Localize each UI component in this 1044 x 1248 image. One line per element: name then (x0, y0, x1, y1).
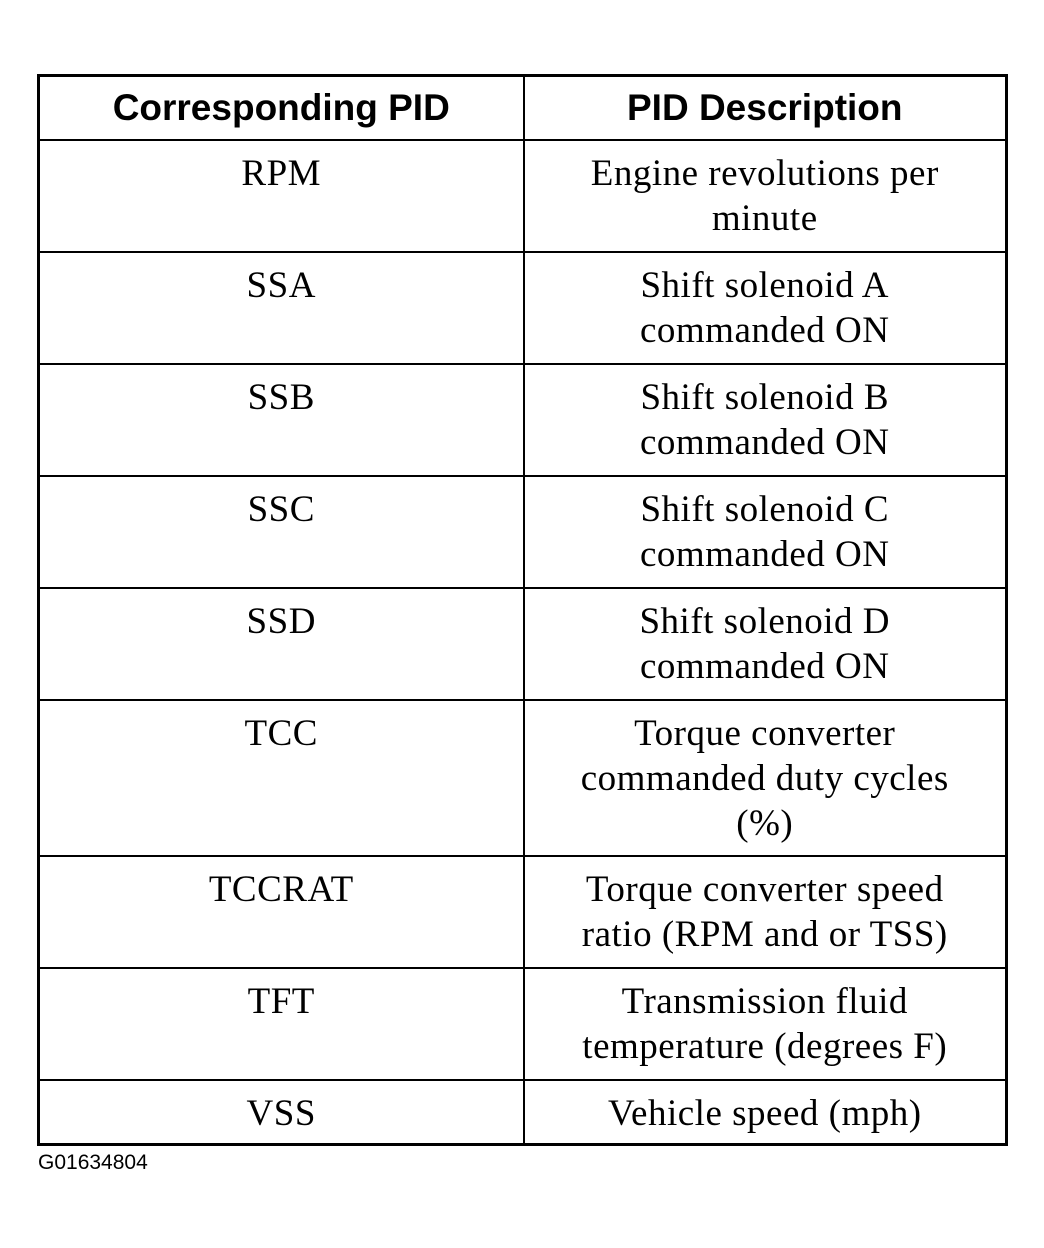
pid-cell: SSC (39, 476, 524, 588)
table-row (39, 364, 1007, 476)
pid-cell: VSS (39, 1080, 524, 1145)
header-row (39, 76, 1007, 141)
pid-cell: SSD (39, 588, 524, 700)
table-row (39, 588, 1007, 700)
pid-cell: SSA (39, 252, 524, 364)
description-cell: Shift solenoid C commanded ON (524, 476, 1007, 588)
pid-cell: TCC (39, 700, 524, 856)
table-row (39, 140, 1007, 252)
table-row (39, 476, 1007, 588)
description-cell: Vehicle speed (mph) (524, 1080, 1007, 1145)
description-cell: Torque converter speed ratio (RPM and or TSS) (524, 856, 1007, 968)
table-row (39, 1080, 1007, 1145)
pid-table (37, 74, 1008, 1146)
table-row (39, 968, 1007, 1080)
table-row (39, 252, 1007, 364)
description-cell: Shift solenoid D commanded ON (524, 588, 1007, 700)
table-row (39, 856, 1007, 968)
description-cell: Shift solenoid A commanded ON (524, 252, 1007, 364)
figure-id: G01634804 (38, 1151, 148, 1174)
header-pid-description: PID Description (524, 76, 1007, 141)
header-corresponding-pid: Corresponding PID (39, 76, 524, 141)
description-cell: Transmission fluid temperature (degrees F) (524, 968, 1007, 1080)
pid-cell: TFT (39, 968, 524, 1080)
table-row (39, 700, 1007, 856)
description-cell: Torque converter commanded duty cycles (%) (524, 700, 1007, 856)
description-cell: Shift solenoid B commanded ON (524, 364, 1007, 476)
pid-cell: TCCRAT (39, 856, 524, 968)
pid-cell: RPM (39, 140, 524, 252)
description-cell: Engine revolutions per minute (524, 140, 1007, 252)
pid-cell: SSB (39, 364, 524, 476)
